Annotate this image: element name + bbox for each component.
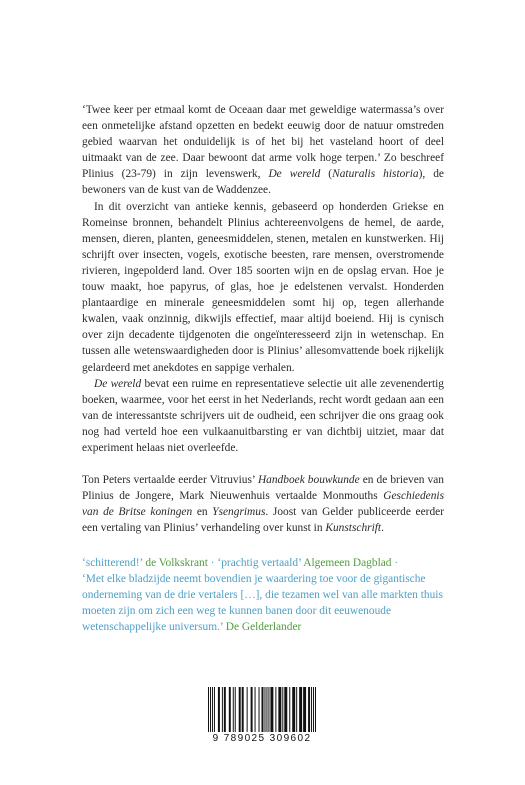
barcode-bar (247, 687, 248, 732)
barcode-bar (262, 687, 264, 732)
barcode-bar (284, 687, 287, 732)
barcode-bar (210, 687, 211, 732)
barcode-bar (255, 687, 256, 732)
barcode-bar (259, 687, 260, 732)
barcode-bar (233, 687, 234, 732)
selection-paragraph: De wereld bevat een ruime en representatieve selectie uit alle zevenendertig boeken, waarmee, voor het eerst in het Nederlands, recht wordt gedaan aan een van de interessantste schrijvers uit de oudheid, een schrijver die ons graag ook nog had verteld hoe een vulkaanuitbarsting er van dichtbij uitziet, maar dat experiment helaas niet overleefde. (82, 377, 444, 454)
barcode-bar (214, 687, 215, 732)
press-quotes (82, 555, 452, 635)
book-title-italic: De wereld (268, 168, 321, 181)
barcode-bar (315, 687, 316, 732)
quote-text: ‘prachtig vertaald’ (217, 557, 302, 569)
barcode-bar (275, 687, 276, 732)
barcode-bar (218, 687, 220, 732)
barcode-bar (235, 687, 236, 732)
barcode-bar (313, 687, 314, 732)
barcode-bar (278, 687, 281, 732)
intro-paragraph: ‘Twee keer per etmaal komt de Oceaan daar met geweldige watermassa’s over een onmetelijke afstand opzetten en bedekt eeuwig door de natuur omstreden gebied waarvan het onduidelijk is of het bij het vasteland hoort of deel uitmaakt van de zee. Daar bewoont dat arme volk hoge terpen.’ Zo beschreef Plinius (23-79) in zijn levenswerk, De wereld (Naturalis historia), de bewoners van de kust van de Waddenzee. (82, 104, 444, 197)
barcode-bar (289, 687, 290, 732)
barcode-bar (251, 687, 253, 732)
barcode-bar (282, 687, 283, 732)
barcode-bar (268, 687, 269, 732)
barcode-bar (303, 687, 306, 732)
overview-paragraph: In dit overzicht van antieke kennis, gebaseerd op honderden Griekse en Romeinse bronnen, behandelt Plinius achtereenvolgens de hemel, de aarde, mensen, dieren, planten, geneesmiddelen, stenen, metalen en kunstwerken. Hij schrijft over insecten, vogels, exotische beesten, rare mensen, overstromende rivieren, ingepolderd land. Over 185 soorten wijn en de opslag ervan. Hoe je touw maakt, hoe papyrus, of glas, hoe je edelstenen vervalst. Honderden plantaardige en minerale geneesmiddelen somt hij op, tegen allerhande kwalen, vaak onzinnig, dikwijls effectief, maar altijd boeiend. Hij is cynisch over zijn decadente tijdgenoten die ongeïnteresseerd zijn in wetenschap. En tussen alle wetenswaardigheden door is Plinius’ allesomvattende boek rijkelijk gelardeerd met anekdotes en sappige verhalen. (82, 200, 444, 374)
barcode-bar (299, 687, 302, 732)
barcode-bar (242, 687, 244, 732)
quote-text: ‘Met elke bladzijde neemt bovendien je waardering toe voor de gigantische onderneming van de drie vertalers […], die tezamen wel van alle markten thuis moeten zijn om zich een weg te kunnen banen door dit eeuwenoude wetenschappelijke universum.’ (82, 573, 443, 634)
barcode-bar (308, 687, 310, 732)
quote-source: Algemeen Dagblad (303, 557, 392, 569)
quote-line (82, 571, 452, 635)
barcode-bar (270, 687, 273, 732)
barcode-bar (264, 687, 265, 732)
translators-paragraph: Ton Peters vertaalde eerder Vitruvius’ Handboek bouwkunde en de brieven van Plinius de Jongere, Mark Nieuwenhuis vertaalde Monmouths Geschiedenis van de Britse koningen en Ysengrimus. Joost van Gelder publiceerde eerder een vertaling van Plinius’ verhandeling over kunst in Kunstschrift. (82, 474, 445, 535)
barcode-bar (266, 687, 267, 732)
barcode-bars (207, 687, 317, 732)
barcode-bar (296, 687, 297, 732)
isbn-number: 9 789025 309602 (212, 733, 312, 744)
latin-title-italic: Naturalis historia (332, 168, 419, 181)
barcode-bar (212, 687, 213, 732)
isbn-barcode (207, 687, 317, 745)
quote-text: ‘schitterend!’ (82, 557, 143, 569)
barcode-bar (229, 687, 231, 732)
barcode-bar (239, 687, 241, 732)
quote-source: De Gelderlander (225, 621, 302, 634)
blurb-text (82, 102, 444, 536)
barcode-bar (311, 687, 312, 732)
barcode-bar (224, 687, 226, 732)
quote-line: ‘schitterend!’ de Volkskrant · ‘prachtig vertaald’ Algemeen Dagblad · (82, 557, 399, 569)
barcode-bar (208, 687, 209, 732)
barcode-bar (222, 687, 223, 732)
quote-source: de Volkskrant (145, 557, 208, 569)
barcode-bar (292, 687, 295, 732)
